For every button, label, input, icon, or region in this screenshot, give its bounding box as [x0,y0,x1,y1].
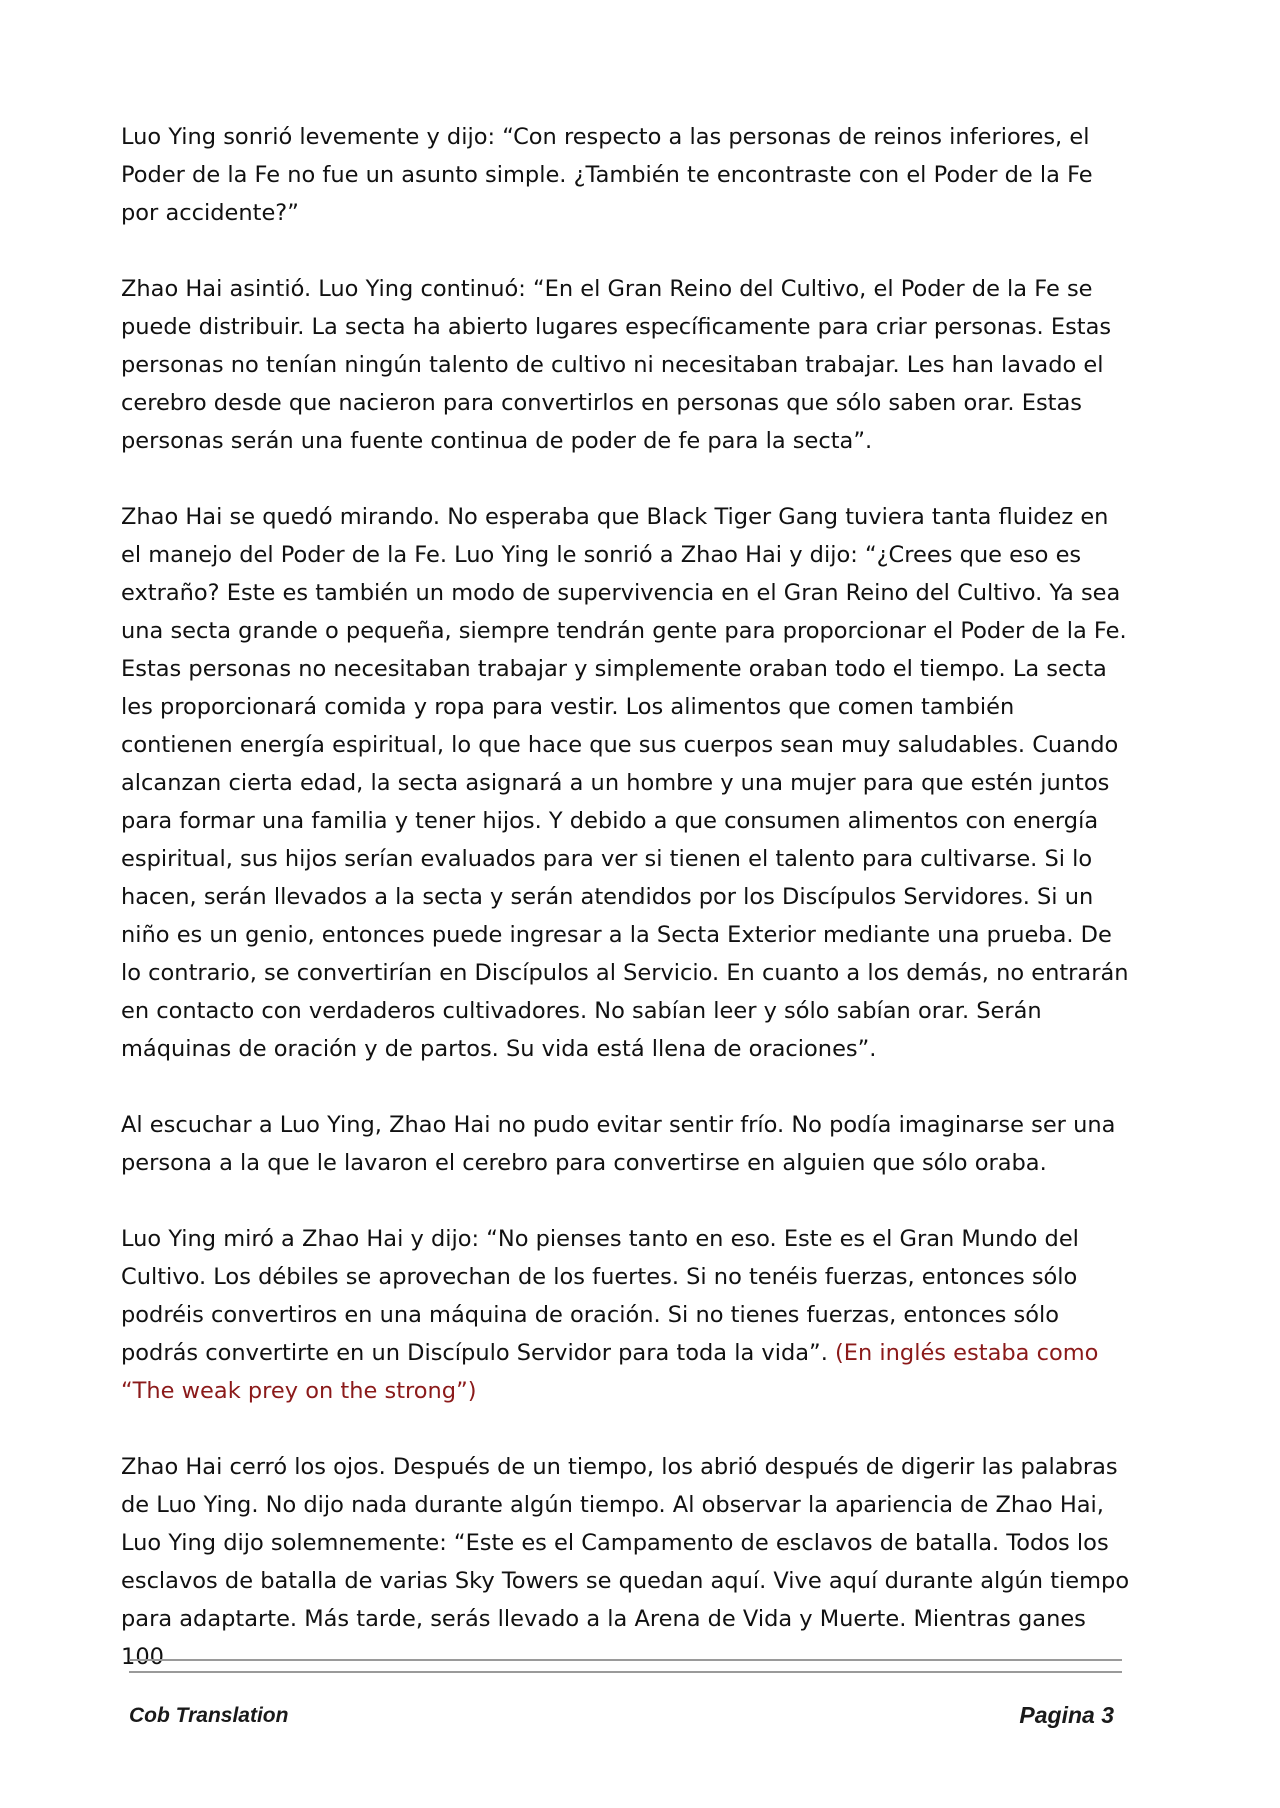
paragraph-6: Zhao Hai cerró los ojos. Después de un tiempo, los abrió después de digerir las palabras de Luo Ying. No dijo nada durante algún tiempo. Al observar la apariencia de Zhao Hai, Luo Ying dijo solemnemente: “Este es el Campamento de esclavos de batalla. Todos los esclavos de batalla de varias Sky Towers se quedan aquí. Vive aquí durante algún tiempo para adaptarte. Más tarde, serás llevado a la Arena de Vida y Muerte. Mientras ganes 100 [121,1454,1130,1670]
paragraph-1: Luo Ying sonrió levemente y dijo: “Con respecto a las personas de reinos inferiores, el Poder de la Fe no fue un asunto simple. ¿También te encontraste con el Poder de la Fe por accidente?” [121,124,1093,226]
footer-rule-top [129,1659,1122,1661]
paragraph-5-text: Luo Ying miró a Zhao Hai y dijo: “No pienses tanto en eso. Este es el Gran Mundo del Cultivo. Los débiles se aprovechan de los fuertes. Si no tenéis fuerzas, entonces sólo podréis convertiros en una máquina de oración. Si no tienes fuerzas, entonces sólo podrás convertirte en un Discípulo Servidor para toda la vida”. [121,1226,1079,1366]
paragraph-4: Al escuchar a Luo Ying, Zhao Hai no pudo evitar sentir frío. No podía imaginarse ser una persona a la que le lavaron el cerebro para convertirse en alguien que sólo oraba. [121,1112,1116,1176]
paragraph-3: Zhao Hai se quedó mirando. No esperaba que Black Tiger Gang tuviera tanta fluidez en el manejo del Poder de la Fe. Luo Ying le sonrió a Zhao Hai y dijo: “¿Crees que eso es extraño? Este es también un modo de supervivencia en el Gran Reino del Cultivo. Ya sea una secta grande o pequeña, siempre tendrán gente para proporcionar el Poder de la Fe. Estas personas no necesitaban trabajar y simplemente oraban todo el tiempo. La secta les proporcionará comida y ropa para vestir. Los alimentos que comen también contienen energía espiritual, lo que hace que sus cuerpos sean muy saludables. Cuando alcanzan cierta edad, la secta asignará a un hombre y una mujer para que estén juntos para formar una familia y tener hijos. Y debido a que consumen alimentos con energía espiritual, sus hijos serían evaluados para ver si tienen el talento para cultivarse. Si lo hacen, serán llevados a la secta y serán atendidos por los Discípulos Servidores. Si un niño es un genio, entonces puede ingresar a la Secta Exterior mediante una prueba. De lo contrario, se convertirían en Discípulos al Servicio. En cuanto a los demás, no entrarán en contacto con verdaderos cultivadores. No sabían leer y sólo sabían orar. Serán máquinas de oración y de partos. Su vida está llena de oraciones”. [121,504,1129,1062]
translator-note: (En inglés estaba como “The weak prey on the strong”) [121,1340,1099,1404]
paragraph-2: Zhao Hai asintió. Luo Ying continuó: “En el Gran Reino del Cultivo, el Poder de la Fe se puede distribuir. La secta ha abierto lugares específicamente para criar personas. Estas personas no tenían ningún talento de cultivo ni necesitaban trabajar. Les han lavado el cerebro desde que nacieron para convertirlos en personas que sólo saben orar. Estas personas serán una fuente continua de poder de fe para la secta”. [121,276,1112,454]
body-text [121,118,1131,1714]
footer-page-number: Pagina 3 [1019,1702,1114,1728]
footer-translator-name: Cob Translation [129,1704,289,1727]
footer-rule-bottom [129,1671,1122,1673]
paragraph-5 [121,1220,1131,1410]
